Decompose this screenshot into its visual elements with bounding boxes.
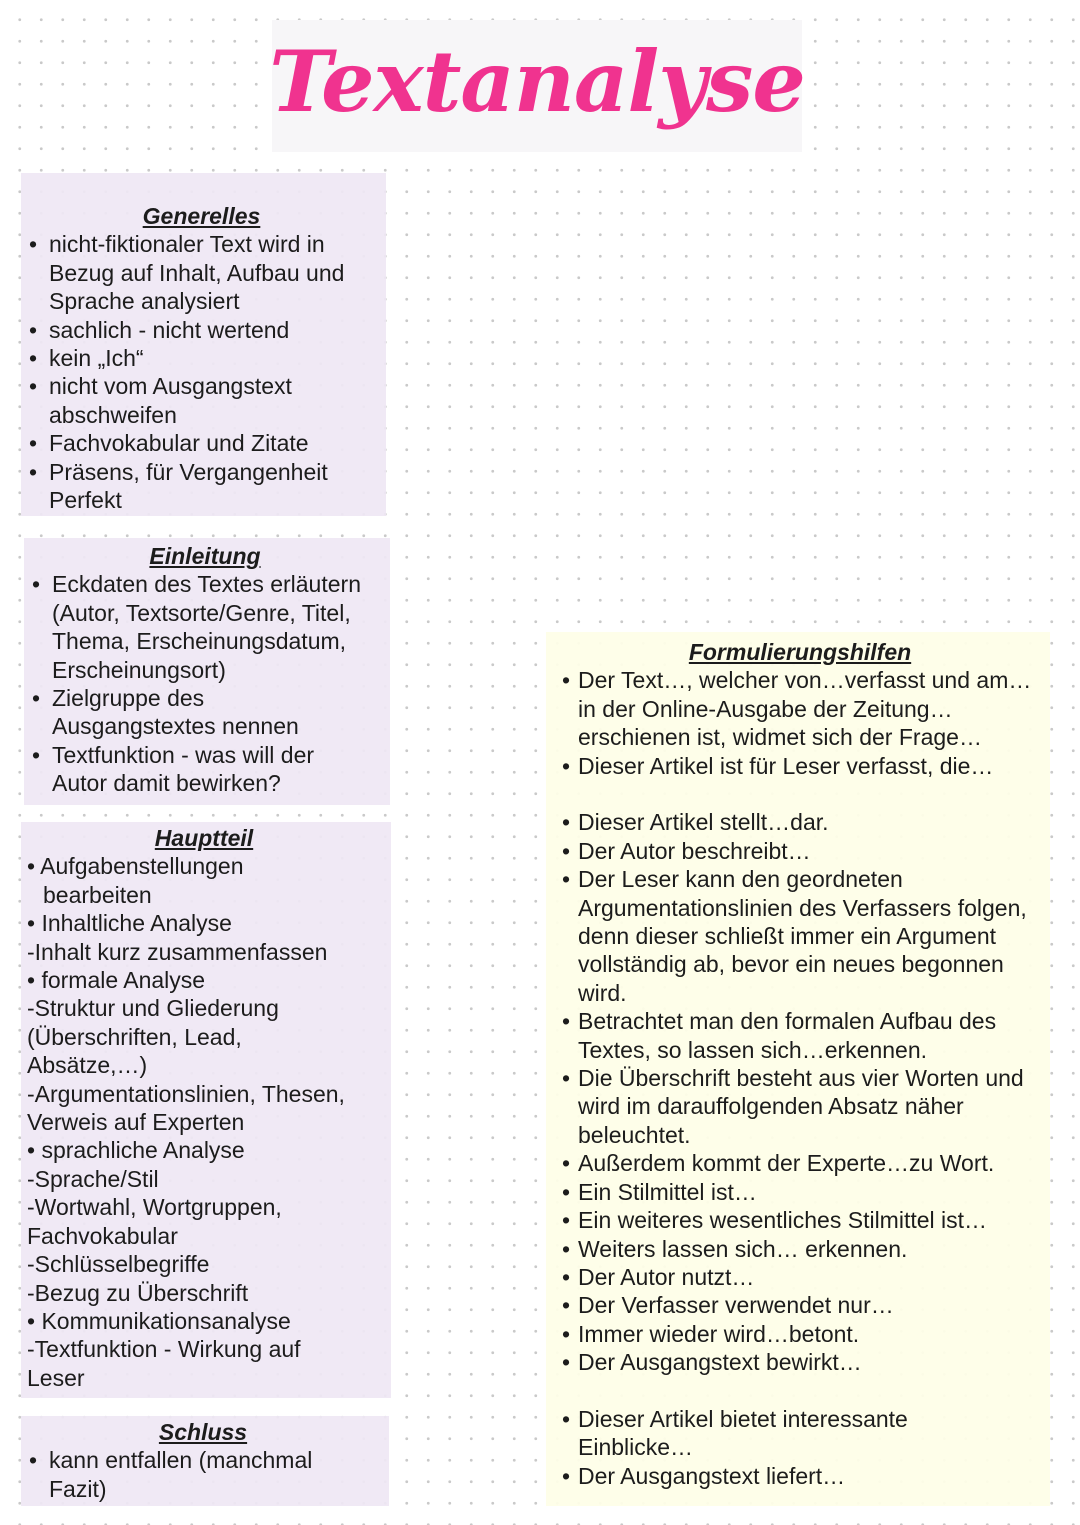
- list-item: • Eckdaten des Textes erläutern (Autor, Textsorte/Genre, Titel, Thema, Erscheinungsdatum, Erscheinungsort): [30, 570, 380, 684]
- list-item: • Dieser Artikel stellt…dar.: [560, 808, 1040, 836]
- list-item: • Der Ausgangstext liefert…: [560, 1462, 1040, 1490]
- formulierungshilfen-panel: [546, 632, 1050, 1506]
- list-item: • formale Analyse: [27, 967, 206, 994]
- list-item: • Der Verfasser verwendet nur…: [560, 1291, 1040, 1319]
- list-item: -Struktur und Gliederung (Überschriften, Lead, Absätze,…): [27, 995, 279, 1079]
- list-item: -Wortwahl, Wortgruppen, Fachvokabular: [27, 1194, 282, 1249]
- list-item: • Die Überschrift besteht aus vier Worten und wird im darauffolgenden Absatz näher beleuchtet.: [560, 1064, 1040, 1149]
- spacer: [560, 1377, 1040, 1405]
- list-item: • Immer wieder wird…betont.: [560, 1320, 1040, 1348]
- list-item: [27, 852, 381, 909]
- list-item-text: • Aufgabenstellungen bearbeiten: [27, 853, 244, 908]
- schluss-panel: [21, 1416, 389, 1506]
- generelles-panel: [21, 173, 386, 516]
- list-item: • Ein Stilmittel ist…: [560, 1178, 1040, 1206]
- list-item: • Fachvokabular und Zitate: [27, 429, 376, 457]
- list-item: -Schlüsselbegriffe: [27, 1251, 210, 1278]
- list-item: • Der Leser kann den geordneten Argumentationslinien des Verfassers folgen, denn dieser schließt immer ein Argument vollständig ab, bevor ein neues begonnen wird.: [560, 865, 1040, 1007]
- list-item: • sachlich - nicht wertend: [27, 316, 376, 344]
- list-item: • kann entfallen (manchmal Fazit): [27, 1446, 379, 1503]
- list-item: -Inhalt kurz zusammenfassen: [27, 938, 328, 965]
- list-item: • Der Autor nutzt…: [560, 1263, 1040, 1291]
- list-item: • Dieser Artikel bietet interessante Einblicke…: [560, 1405, 1040, 1462]
- list-item: • Der Text…, welcher von…verfasst und am…in der Online-Ausgabe der Zeitung… erschienen ist, widmet sich der Frage…: [560, 666, 1040, 751]
- list-item: • Weiters lassen sich… erkennen.: [560, 1235, 1040, 1263]
- hauptteil-heading: Hauptteil: [154, 825, 254, 851]
- list-item: • Kommunikationsanalyse: [27, 1307, 291, 1334]
- list-item: • nicht-fiktionaler Text wird in Bezug auf Inhalt, Aufbau und Sprache analysiert: [27, 230, 376, 315]
- spacer: [560, 780, 1040, 808]
- generelles-heading: Generelles: [142, 203, 261, 229]
- list-item: • Zielgruppe des Ausgangstextes nennen: [30, 684, 380, 741]
- page-title: Textanalyse: [269, 32, 805, 131]
- list-item: • Der Ausgangstext bewirkt…: [560, 1348, 1040, 1376]
- list-item: -Argumentationslinien, Thesen, Verweis auf Experten: [27, 1080, 345, 1136]
- schluss-heading: Schluss: [158, 1419, 248, 1445]
- list-item: • Der Autor beschreibt…: [560, 837, 1040, 865]
- list-item: • Dieser Artikel ist für Leser verfasst, die…: [560, 752, 1040, 780]
- list-item: • nicht vom Ausgangstext abschweifen: [27, 372, 376, 429]
- list-item: • sprachliche Analyse: [27, 1137, 245, 1164]
- list-item: -Sprache/Stil: [27, 1165, 159, 1192]
- formulierungshilfen-heading: Formulierungshilfen: [688, 639, 912, 665]
- list-item: • Außerdem kommt der Experte…zu Wort.: [560, 1149, 1040, 1177]
- einleitung-panel: [24, 538, 390, 805]
- list-item: • Inhaltliche Analyse: [27, 910, 232, 937]
- list-item: • Betrachtet man den formalen Aufbau des Textes, so lassen sich…erkennen.: [560, 1007, 1040, 1064]
- title-banner: [269, 20, 805, 152]
- list-item: • Ein weiteres wesentliches Stilmittel ist…: [560, 1206, 1040, 1234]
- list-item: • Textfunktion - was will der Autor damit bewirken?: [30, 741, 380, 798]
- list-item: • kein „Ich“: [27, 344, 376, 372]
- list-item: -Textfunktion - Wirkung auf Leser: [27, 1336, 301, 1391]
- list-item: • Präsens, für Vergangenheit Perfekt: [27, 458, 376, 515]
- hauptteil-panel: [21, 822, 391, 1398]
- list-item: -Bezug zu Überschrift: [27, 1279, 249, 1306]
- einleitung-heading: Einleitung: [149, 543, 261, 569]
